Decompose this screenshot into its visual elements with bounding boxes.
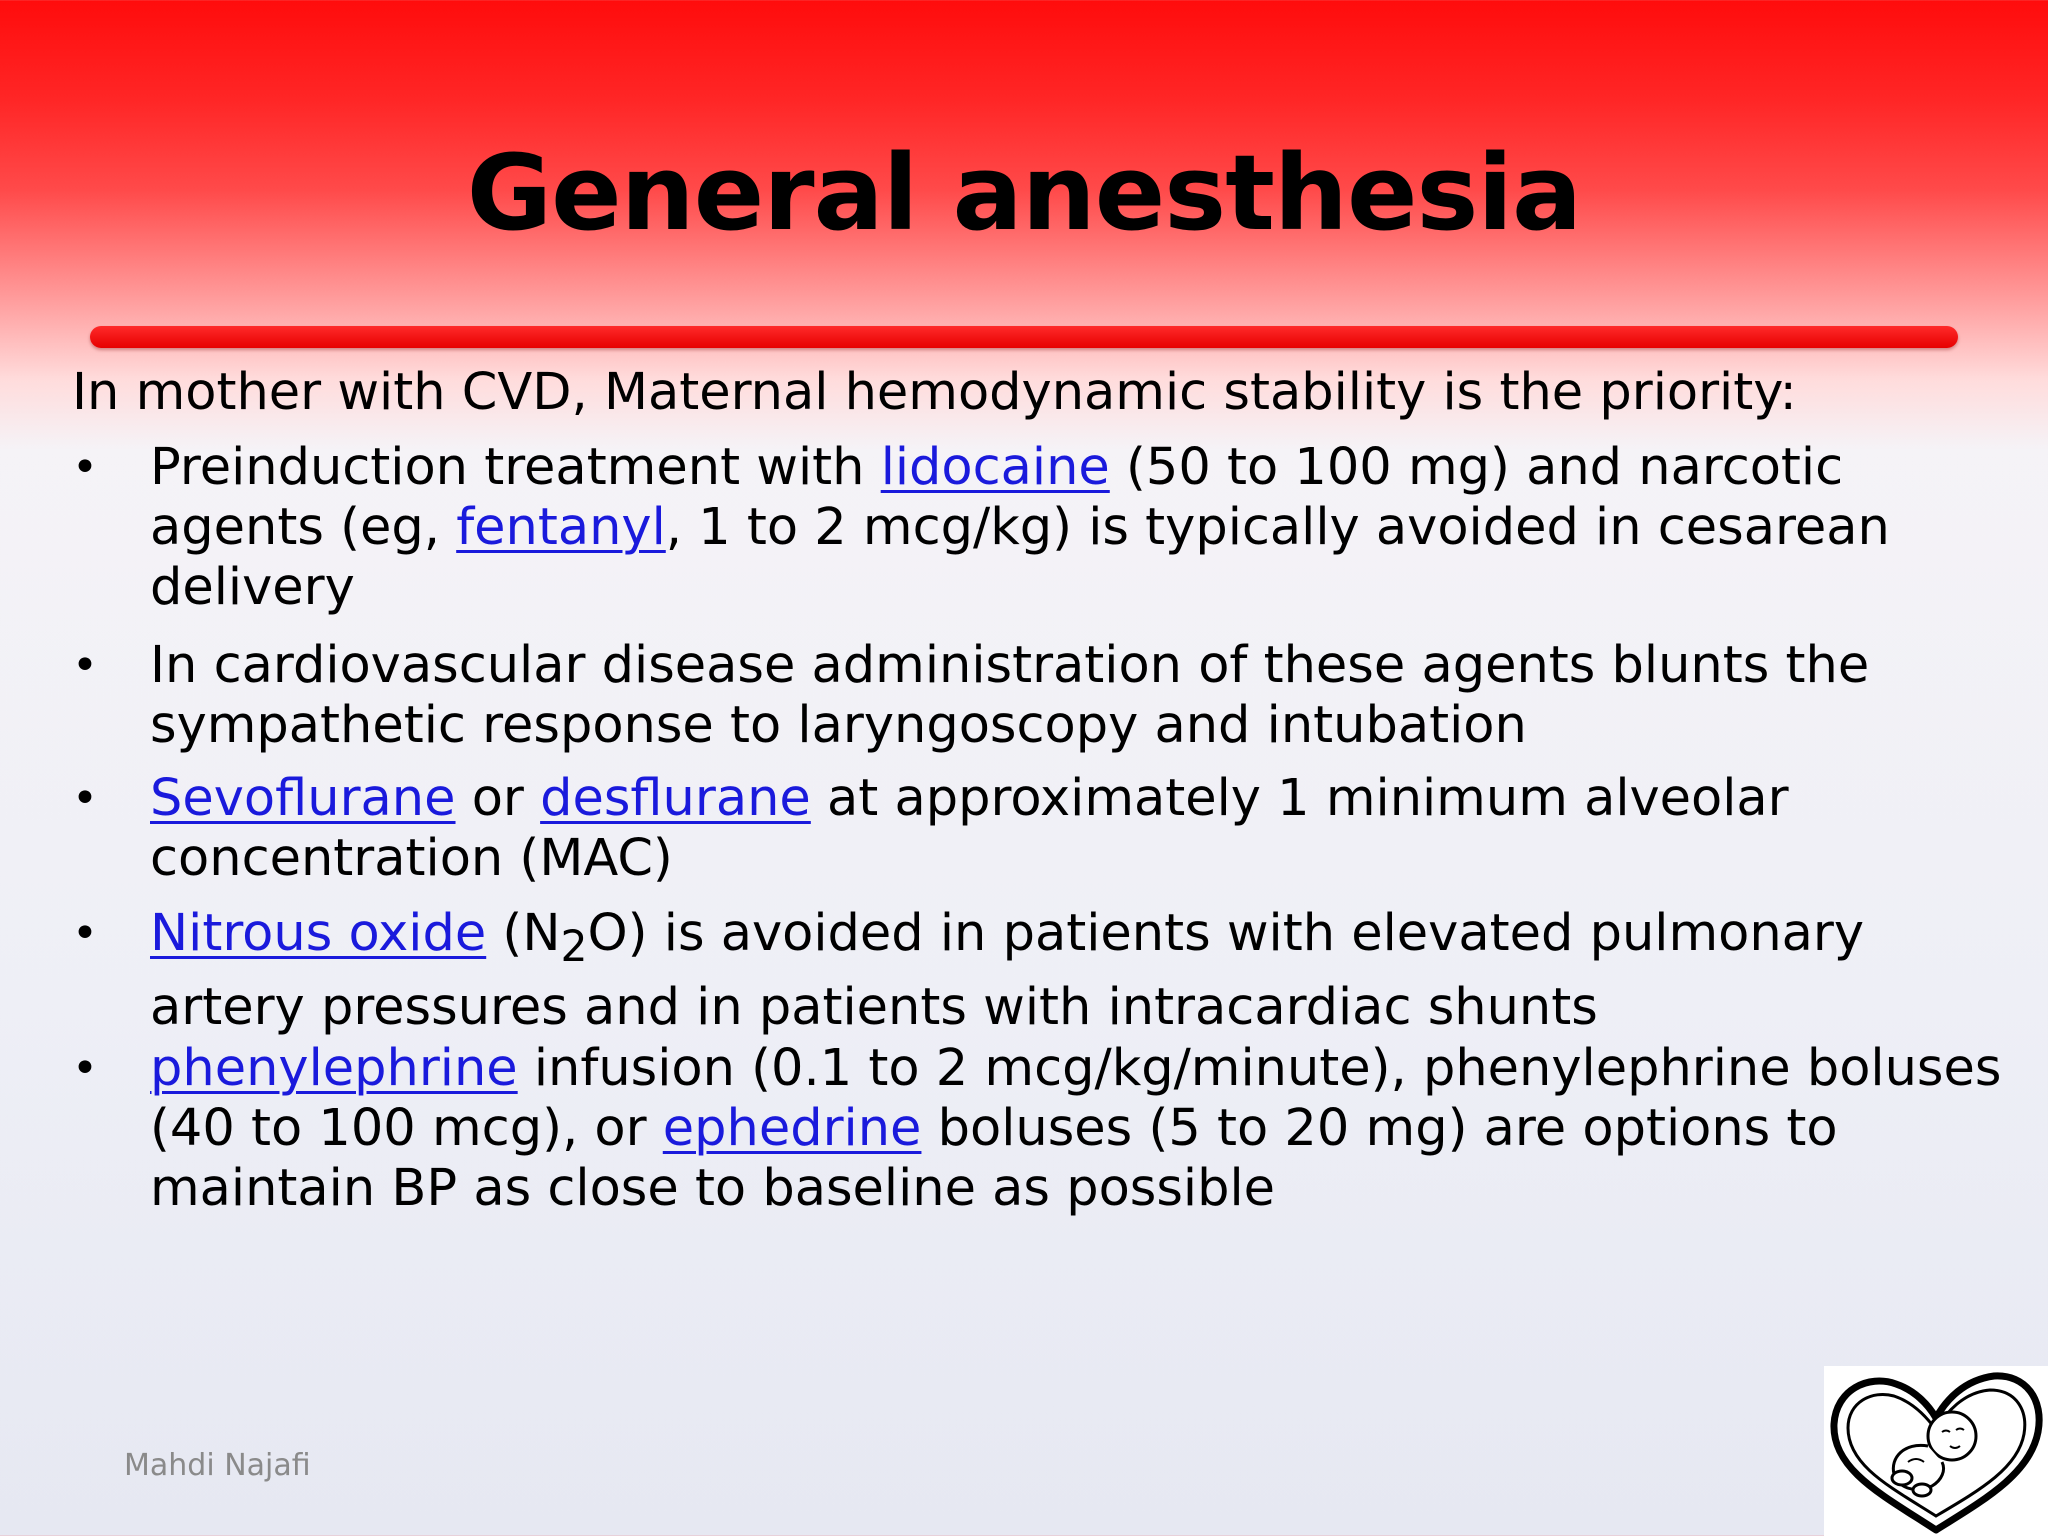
bullet-item — [72, 769, 1972, 889]
title-divider — [90, 326, 1958, 348]
bullet-text — [150, 769, 2030, 889]
bullet-item — [72, 438, 1972, 618]
heart-baby-logo-icon — [1824, 1366, 2048, 1536]
bullet-item — [72, 636, 1972, 756]
bullet-marker: • — [72, 773, 98, 824]
bullet-text-segment: , 1 to 2 mcg/kg) is typically avoided in cesarean delivery — [150, 498, 1890, 617]
bullet-text-segment: (N — [486, 904, 561, 963]
drug-link[interactable]: ephedrine — [662, 1099, 922, 1158]
author-name: Mahdi Najafi — [124, 1448, 311, 1483]
bullet-marker: • — [72, 908, 98, 959]
bullet-marker: • — [72, 1043, 98, 1094]
bullet-text-segment: (50 to 100 mg) and narcotic agents (eg, — [150, 438, 1844, 557]
bullet-text-segment: O) is avoided in patients with elevated pulmonary artery pressures and in patients with intracardiac shunts — [150, 904, 1865, 1038]
bullet-text-segment: Preinduction treatment with — [150, 438, 881, 497]
bullet-text-segment: boluses (5 to 20 mg) are options to maintain BP as close to baseline as possible — [150, 1099, 1838, 1218]
subscript-text: 2 — [560, 923, 588, 973]
bullet-item — [72, 1039, 2002, 1219]
bullet-marker: • — [72, 442, 98, 493]
bullet-text-segment: In cardiovascular disease administration of these agents blunts the sympathetic response to laryngoscopy and intubation — [150, 636, 1870, 755]
drug-link[interactable]: phenylephrine — [150, 1039, 518, 1098]
bullet-marker: • — [72, 640, 98, 691]
drug-link[interactable]: lidocaine — [880, 438, 1110, 497]
bullet-text — [150, 1039, 2030, 1219]
bullet-text — [150, 636, 2030, 756]
bullet-text — [150, 904, 2030, 1038]
drug-link[interactable]: desflurane — [540, 769, 811, 828]
intro-text: In mother with CVD, Maternal hemodynamic stability is the priority: — [72, 363, 1797, 422]
drug-link[interactable]: fentanyl — [456, 498, 666, 557]
drug-link[interactable]: Sevoflurane — [150, 769, 456, 828]
bullet-item — [72, 904, 1972, 1038]
bullet-text-segment: infusion (0.1 to 2 mcg/kg/minute), phenylephrine boluses (40 to 100 mcg), or — [150, 1039, 2002, 1158]
slide-title: General anesthesia — [466, 132, 1582, 254]
drug-link[interactable]: Nitrous oxide — [150, 904, 487, 963]
bullet-text-segment: or — [455, 769, 541, 828]
bullet-text-segment: at approximately 1 minimum alveolar concentration (MAC) — [150, 769, 1789, 888]
bullet-text — [150, 438, 2030, 618]
